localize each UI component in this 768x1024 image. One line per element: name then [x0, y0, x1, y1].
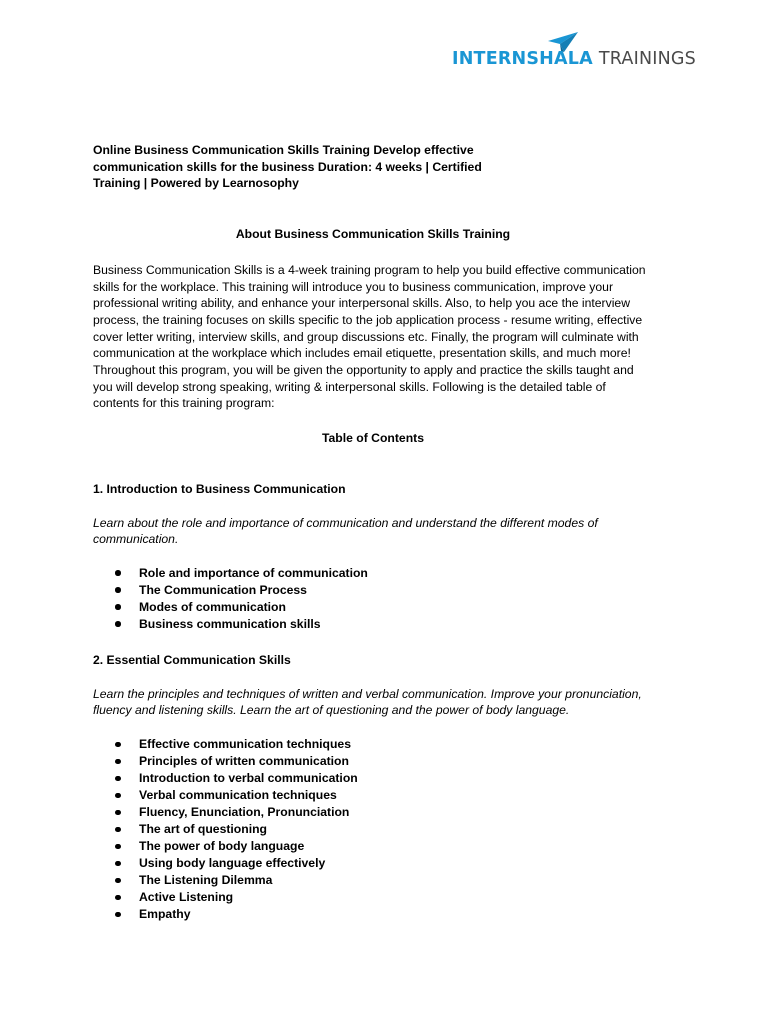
- internshala-trainings-logo: [452, 32, 696, 72]
- list-item-text: Verbal communication techniques: [139, 788, 337, 803]
- list-item: [93, 804, 653, 821]
- section-1-description: Learn about the role and importance of communication and understand the different modes of communication.: [93, 515, 598, 547]
- list-item-text: Active Listening: [139, 890, 234, 905]
- bullet-icon: [115, 570, 121, 576]
- bullet-icon: [115, 621, 121, 627]
- list-item-text: Using body language effectively: [139, 856, 326, 871]
- list-item-text: Fluency, Enunciation, Pronunciation: [139, 805, 350, 820]
- list-item: [93, 787, 653, 804]
- list-item: [93, 838, 653, 855]
- list-item: [93, 599, 653, 616]
- list-item-text: Principles of written communication: [139, 754, 349, 769]
- bullet-icon: [115, 895, 121, 901]
- logo-intern: INTERN: [452, 49, 527, 69]
- logo-trainings: TRAININGS: [598, 49, 696, 69]
- logo-shala: SHALA: [526, 49, 593, 69]
- bullet-icon: [115, 878, 121, 884]
- list-item-text: Role and importance of communication: [139, 565, 368, 580]
- list-item-text: Modes of communication: [139, 599, 286, 614]
- section-2-description: Learn the principles and techniques of written and verbal communication. Improve your pronunciation, fluency and listening skills. Learn the art of questioning and the power of body language.: [93, 686, 642, 718]
- list-item-text: Empathy: [139, 907, 191, 922]
- list-item: [93, 616, 653, 633]
- list-item: [93, 753, 653, 770]
- list-item-text: The power of body language: [139, 839, 305, 854]
- bullet-icon: [115, 810, 121, 816]
- section-1-list: [93, 565, 653, 633]
- list-item: [93, 582, 653, 599]
- bullet-icon: [115, 844, 121, 850]
- list-item-text: Business communication skills: [139, 616, 321, 631]
- list-item-text: The art of questioning: [139, 822, 267, 837]
- list-item: [93, 906, 653, 923]
- bullet-icon: [115, 912, 121, 918]
- section-2-list: [93, 736, 653, 923]
- bullet-icon: [115, 827, 121, 833]
- list-item: [93, 872, 653, 889]
- bullet-icon: [115, 776, 121, 782]
- bullet-icon: [115, 742, 121, 748]
- list-item-text: The Communication Process: [139, 582, 307, 597]
- section-2-title: 2. Essential Communication Skills: [93, 652, 291, 667]
- toc-heading: Table of Contents: [321, 431, 424, 446]
- list-item-text: The Listening Dilemma: [139, 873, 273, 888]
- about-paragraph: Business Communication Skills is a 4-week training program to help you build effective communication skills for the workplace. This training will introduce you to business communication, improve your professional writing ability, and enhance your interpersonal skills. Also, to help you ace the interview process, the training focuses on skills specific to the job application process - resume writing, effective cover letter writing, interview skills, and group discussions etc. Finally, the program will culminate with communication at the workplace which includes email etiquette, presentation skills, and much more! Throughout this program, you will be given the opportunity to apply and practice the skills taught and you will develop strong speaking, writing & interpersonal skills. Following is the detailed table of contents for this training program:: [93, 262, 646, 411]
- section-1-title: 1. Introduction to Business Communication: [93, 481, 346, 496]
- bullet-icon: [115, 587, 121, 593]
- bullet-icon: [115, 861, 121, 867]
- list-item: [93, 889, 653, 906]
- bullet-icon: [115, 793, 121, 799]
- list-item: [93, 855, 653, 872]
- list-item: [93, 736, 653, 753]
- about-heading: About Business Communication Skills Training: [235, 227, 511, 242]
- list-item: [93, 565, 653, 582]
- list-item-text: Introduction to verbal communication: [139, 771, 358, 786]
- logo-wordmark: [452, 49, 696, 69]
- document-title: Online Business Communication Skills Training Develop effective communication skills for the business Duration: 4 weeks | Certified Training | Powered by Learnosophy: [93, 143, 482, 191]
- list-item: [93, 821, 653, 838]
- document-content: [93, 142, 653, 923]
- list-item-text: Effective communication techniques: [139, 737, 351, 752]
- list-item: [93, 770, 653, 787]
- bullet-icon: [115, 604, 121, 610]
- bullet-icon: [115, 759, 121, 765]
